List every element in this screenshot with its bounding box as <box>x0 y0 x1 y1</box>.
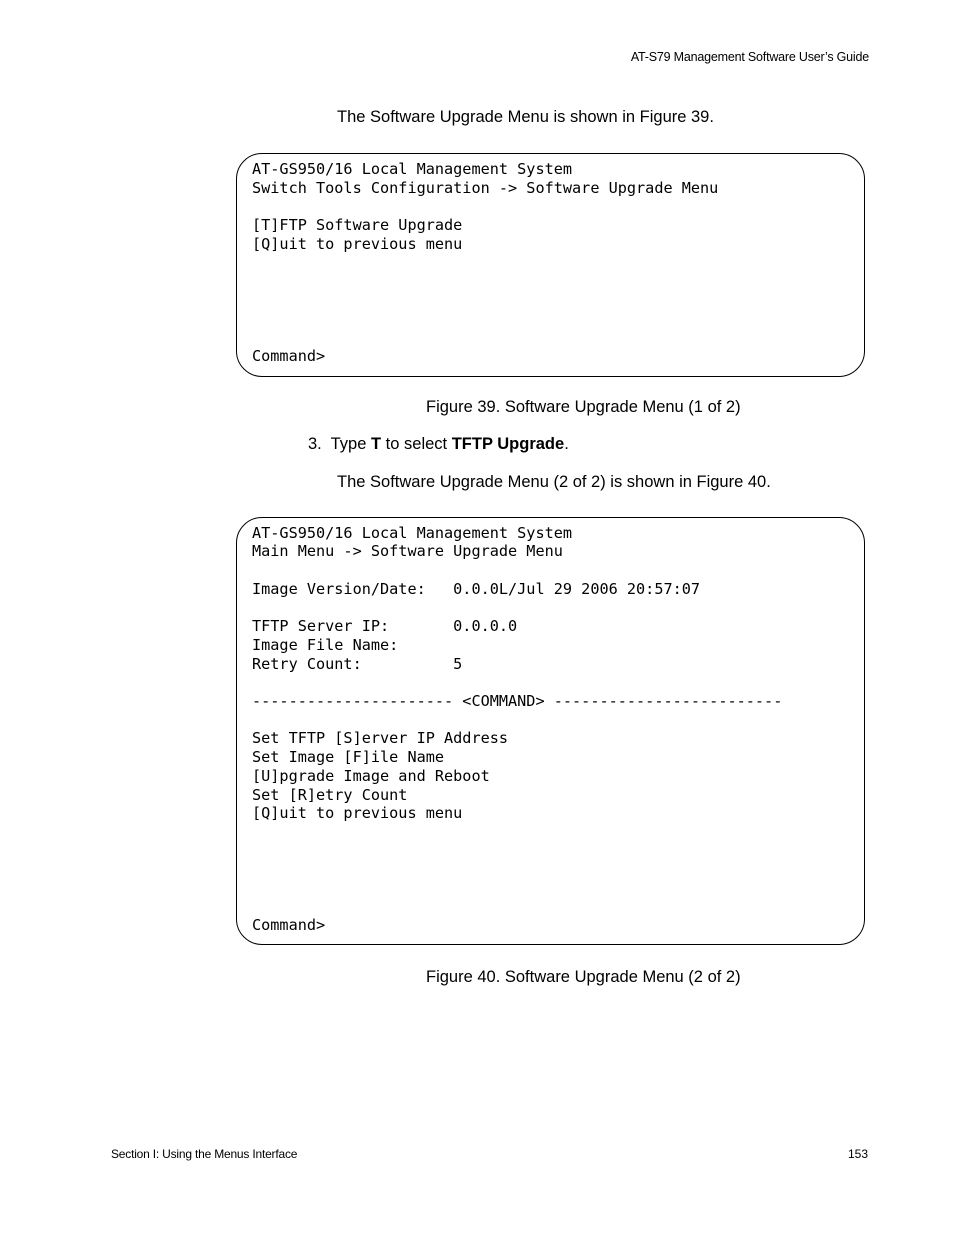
terminal-menu-option: [U]pgrade Image and Reboot <box>252 767 490 785</box>
terminal-line: Image Version/Date: 0.0.0L/Jul 29 2006 20:57:07 <box>252 580 701 598</box>
terminal-menu-option: [Q]uit to previous menu <box>252 804 463 822</box>
terminal-line: Image File Name: <box>252 636 399 654</box>
terminal-screen-figure-39 <box>236 153 865 377</box>
page-number: 153 <box>847 1147 868 1161</box>
terminal-menu-option: Set [R]etry Count <box>252 786 408 804</box>
terminal-line: AT-GS950/16 Local Management System <box>252 160 573 178</box>
terminal-menu-option: [T]FTP Software Upgrade <box>252 216 463 234</box>
intro-paragraph-2: The Software Upgrade Menu (2 of 2) is shown in Figure 40. <box>337 473 771 491</box>
terminal-line: TFTP Server IP: 0.0.0.0 <box>252 617 518 635</box>
figure-40-caption: Figure 40. Software Upgrade Menu (2 of 2) <box>426 968 741 986</box>
terminal-command-prompt: Command> <box>252 347 326 365</box>
option-name: TFTP Upgrade <box>451 435 565 453</box>
key-name: T <box>371 435 382 453</box>
terminal-line: Retry Count: 5 <box>252 655 463 673</box>
intro-paragraph: The Software Upgrade Menu is shown in Figure 39. <box>337 108 714 126</box>
footer-section: Section I: Using the Menus Interface <box>111 1147 298 1161</box>
terminal-line: Main Menu -> Software Upgrade Menu <box>252 542 563 560</box>
terminal-menu-option: Set TFTP [S]erver IP Address <box>252 729 509 747</box>
step-number: 3. <box>308 435 322 453</box>
step-3: 3. Type T to select TFTP Upgrade. <box>308 435 569 453</box>
terminal-screen-figure-40 <box>236 517 865 945</box>
figure-39-caption: Figure 39. Software Upgrade Menu (1 of 2) <box>426 398 741 416</box>
terminal-line: AT-GS950/16 Local Management System <box>252 524 573 542</box>
terminal-command-divider: ---------------------- <COMMAND> ------------------------- <box>252 692 783 710</box>
terminal-menu-option: Set Image [F]ile Name <box>252 748 445 766</box>
terminal-menu-option: [Q]uit to previous menu <box>252 235 463 253</box>
running-header: AT-S79 Management Software User’s Guide <box>630 50 869 64</box>
terminal-line: Switch Tools Configuration -> Software Upgrade Menu <box>252 179 719 197</box>
terminal-command-prompt: Command> <box>252 916 326 934</box>
